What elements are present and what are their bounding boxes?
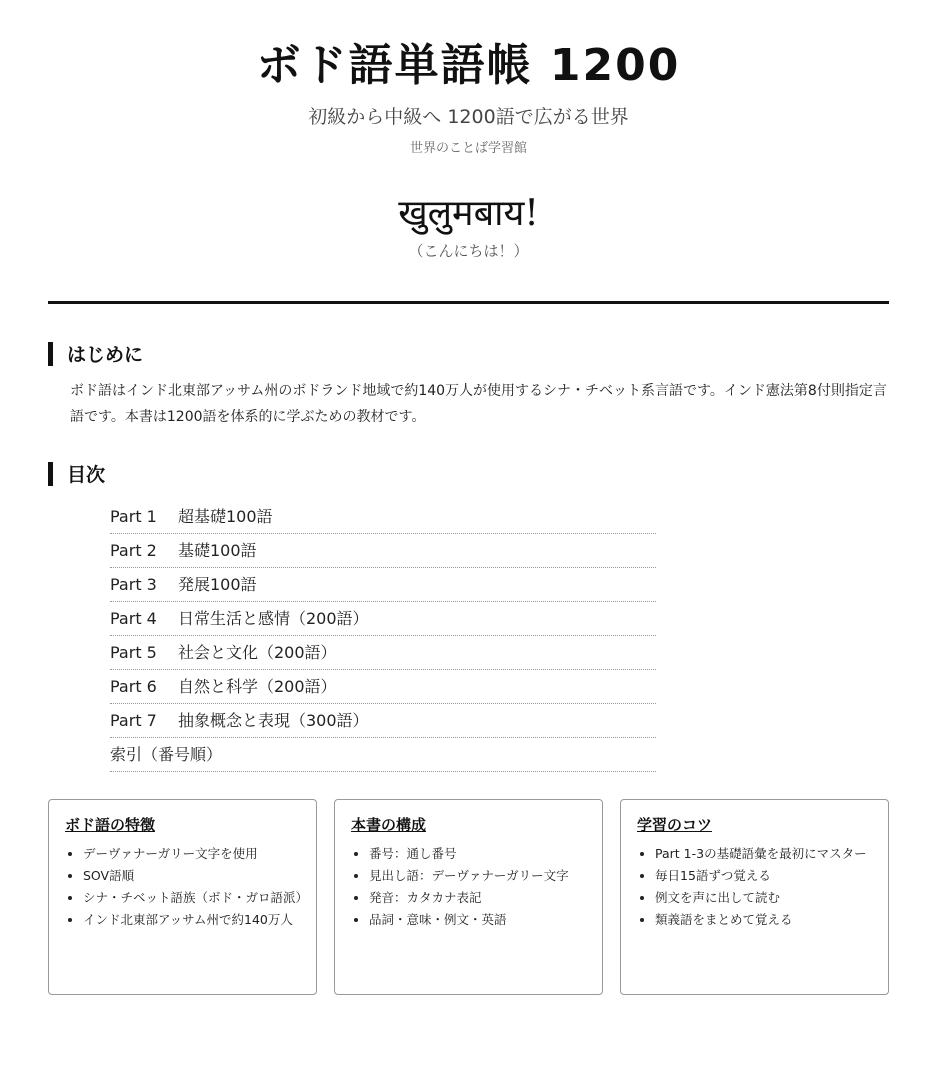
info-boxes — [48, 799, 889, 995]
heading-bar — [48, 342, 53, 366]
list-item: • 例文を声に出して読む — [655, 887, 874, 909]
intro-heading — [48, 340, 143, 367]
toc-item-title: 超基礎100語 — [178, 507, 273, 526]
intro-text: ボド語はインド北東部アッサム州のボドランド地域で約140万人が使用するシナ・チベット系言語です。インド憲法第8付則指定言語です。本書は1200語を体系的に学ぶための教材です。 — [70, 383, 887, 425]
toc-item[interactable] — [110, 636, 656, 670]
page-title: ボド語単語帳 1200 — [256, 40, 681, 91]
toc-item[interactable] — [110, 704, 656, 738]
header-divider — [48, 301, 889, 304]
intro-heading-text: はじめに — [67, 344, 144, 366]
tips-box-title: 学習のコツ — [637, 816, 713, 834]
toc-item-number: Part 2 — [110, 541, 157, 560]
list-item: • シナ・チベット語族（ボド・ガロ語派） — [83, 887, 302, 909]
toc-heading-text: 目次 — [67, 464, 106, 486]
toc-item-title: 日常生活と感情（200語） — [178, 609, 369, 628]
list-item: • 毎日15語ずつ覚える — [655, 865, 874, 887]
list-item: • Part 1-3の基礎語彙を最初にマスター — [655, 843, 874, 865]
list-item: • 品詞・意味・例文・英語 — [369, 909, 588, 931]
publisher-name: 世界のことば学習館 — [409, 141, 527, 156]
features-box — [48, 799, 317, 995]
toc-item-number: Part 7 — [110, 711, 157, 730]
toc-item-title: 基礎100語 — [178, 541, 257, 560]
toc-heading — [48, 460, 105, 487]
structure-list — [351, 843, 588, 931]
list-item: • インド北東部アッサム州で約140万人 — [83, 909, 302, 931]
list-item: • 類義語をまとめて覚える — [655, 909, 874, 931]
list-item: • 発音：カタカナ表記 — [369, 887, 588, 909]
toc-item-title: 自然と科学（200語） — [178, 677, 337, 696]
features-box-title: ボド語の特徴 — [65, 816, 156, 834]
toc-item-number: Part 4 — [110, 609, 157, 628]
list-item: • 番号：通し番号 — [369, 843, 588, 865]
header — [0, 0, 937, 156]
toc-item[interactable] — [110, 670, 656, 704]
features-list — [65, 843, 309, 931]
toc-item-number: Part 1 — [110, 507, 157, 526]
toc-item-title: 発展100語 — [178, 575, 257, 594]
greeting-translation: （こんにちは！） — [408, 242, 529, 260]
structure-box-title: 本書の構成 — [351, 816, 427, 834]
list-item: • 見出し語：デーヴァナーガリー文字 — [369, 865, 588, 887]
list-item: • デーヴァナーガリー文字を使用 — [83, 843, 302, 865]
tips-list — [637, 843, 874, 931]
toc-item-number: Part 3 — [110, 575, 157, 594]
greeting-block — [0, 192, 937, 261]
structure-box — [334, 799, 603, 995]
toc-item[interactable] — [110, 602, 656, 636]
toc-item-number: Part 5 — [110, 643, 157, 662]
toc-item-title: 索引（番号順） — [110, 745, 223, 764]
toc-item-number: Part 6 — [110, 677, 157, 696]
toc-item-title: 抽象概念と表現（300語） — [178, 711, 369, 730]
toc-list — [110, 500, 656, 772]
tips-box — [620, 799, 889, 995]
toc-item-index[interactable] — [110, 738, 656, 772]
greeting-native: खुलुमबाय! — [398, 193, 539, 234]
toc-item[interactable] — [110, 534, 656, 568]
page-subtitle: 初級から中級へ 1200語で広がる世界 — [308, 106, 629, 128]
toc-item[interactable] — [110, 568, 656, 602]
heading-bar — [48, 462, 53, 486]
toc-item[interactable] — [110, 500, 656, 534]
toc-item-title: 社会と文化（200語） — [178, 643, 337, 662]
list-item: • SOV語順 — [83, 865, 302, 887]
